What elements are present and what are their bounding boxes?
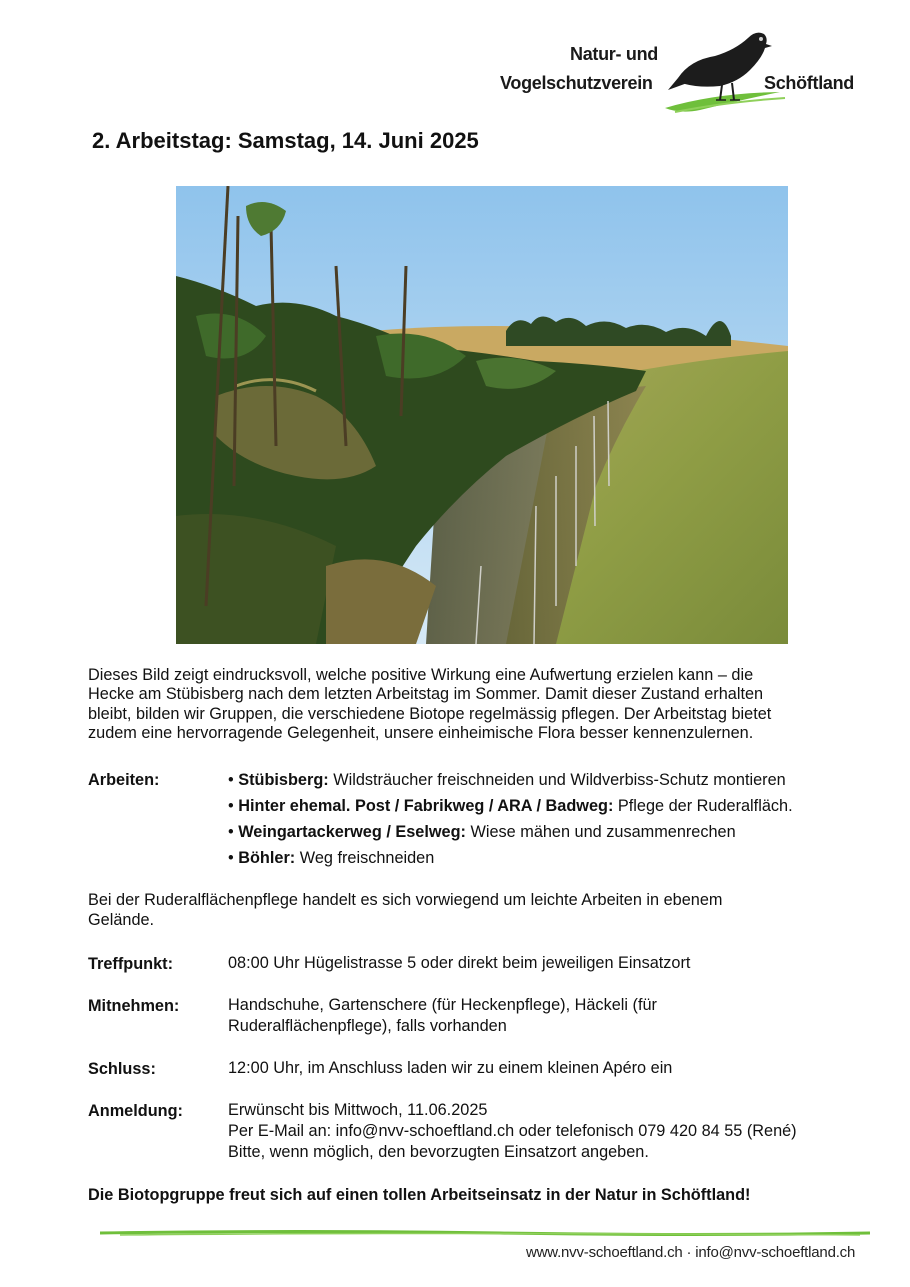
schluss-label: Schluss:	[88, 1060, 156, 1078]
logo-line-3: Schöftland	[764, 73, 854, 93]
arbeiten-label: Arbeiten:	[88, 771, 160, 789]
intro-line-4: zudem eine hervorragende Gelegenheit, unsere einheimische Flora besser kennenzulernen.	[88, 723, 754, 742]
closing-statement: Die Biotopgruppe freut sich auf einen tollen Arbeitseinsatz in der Natur in Schöftland!	[88, 1186, 751, 1204]
footer-contact: www.nvv-schoeftland.ch · info@nvv-schoeftland.ch	[526, 1244, 856, 1261]
work-item-place: Weingartackerweg / Eselweg:	[238, 823, 466, 841]
intro-line-1: Dieses Bild zeigt eindrucksvoll, welche positive Wirkung eine Aufwertung erzielen kann – die	[88, 666, 754, 684]
intro-paragraph	[88, 666, 878, 743]
logo-line-1: Natur- und	[570, 44, 658, 64]
anmeldung-line-2: Per E-Mail an: info@nvv-schoeftland.ch oder telefonisch 079 420 84 55 (René)	[228, 1122, 797, 1140]
work-item: • Böhler: Weg freischneiden	[228, 849, 435, 867]
treffpunkt-label: Treffpunkt:	[88, 955, 174, 973]
work-item-place: Stübisberg:	[238, 771, 329, 789]
work-item-place: Böhler:	[238, 849, 296, 867]
work-item-place: Hinter ehemal. Post / Fabrikweg / ARA / Badweg:	[238, 797, 614, 815]
club-logo	[500, 18, 870, 118]
intro-line-3: bleibt, bilden wir Gruppen, die verschiedene Biotope regelmässig pflegen. Der Arbeitstag bietet	[88, 704, 772, 723]
work-item: • Stübisberg: Wildsträucher freischneiden und Wildverbiss-Schutz montieren	[228, 771, 786, 789]
page-title: 2. Arbeitstag: Samstag, 14. Juni 2025	[92, 128, 479, 153]
hedge-meadow-photo	[176, 186, 788, 644]
ruderal-line-2: Gelände.	[88, 911, 155, 929]
mitnehmen-label: Mitnehmen:	[88, 997, 180, 1015]
work-item-task: Pflege der Ruderalfläch.	[613, 797, 793, 815]
work-item: • Weingartackerweg / Eselweg: Wiese mähen und zusammenrechen	[228, 823, 736, 841]
anmeldung-line-3: Bitte, wenn möglich, den bevorzugten Einsatzort angeben.	[228, 1143, 649, 1161]
ruderal-line-1: Bei der Ruderalflächenpflege handelt es sich vorwiegend um leichte Arbeiten in ebenem	[88, 891, 723, 909]
intro-line-2: Hecke am Stübisberg nach dem letzten Arbeitstag im Sommer. Damit dieser Zustand erhalten	[88, 685, 764, 704]
ruderal-paragraph	[88, 890, 848, 930]
mitnehmen-line-1: Handschuhe, Gartenschere (für Heckenpflege), Häckeli (für	[228, 996, 657, 1014]
mitnehmen-value	[228, 995, 878, 1037]
work-item: • Hinter ehemal. Post / Fabrikweg / ARA / Badweg: Pflege der Ruderalfläch.	[228, 797, 793, 815]
logo-line-2: Vogelschutzverein	[500, 73, 653, 93]
jackdaw-bird-icon	[500, 18, 870, 118]
anmeldung-label: Anmeldung:	[88, 1102, 183, 1120]
footer-divider	[100, 1228, 870, 1238]
work-item-task: Wiese mähen und zusammenrechen	[465, 823, 736, 841]
work-item-task: Wildsträucher freischneiden und Wildverbiss-Schutz montieren	[328, 771, 786, 789]
anmeldung-value	[228, 1100, 888, 1163]
treffpunkt-value: 08:00 Uhr Hügelistrasse 5 oder direkt beim jeweiligen Einsatzort	[228, 954, 691, 972]
work-item-task: Weg freischneiden	[295, 849, 435, 867]
schluss-value: 12:00 Uhr, im Anschluss laden wir zu einem kleinen Apéro ein	[228, 1059, 673, 1077]
mitnehmen-line-2: Ruderalflächenpflege), falls vorhanden	[228, 1017, 507, 1035]
anmeldung-line-1: Erwünscht bis Mittwoch, 11.06.2025	[228, 1101, 488, 1119]
